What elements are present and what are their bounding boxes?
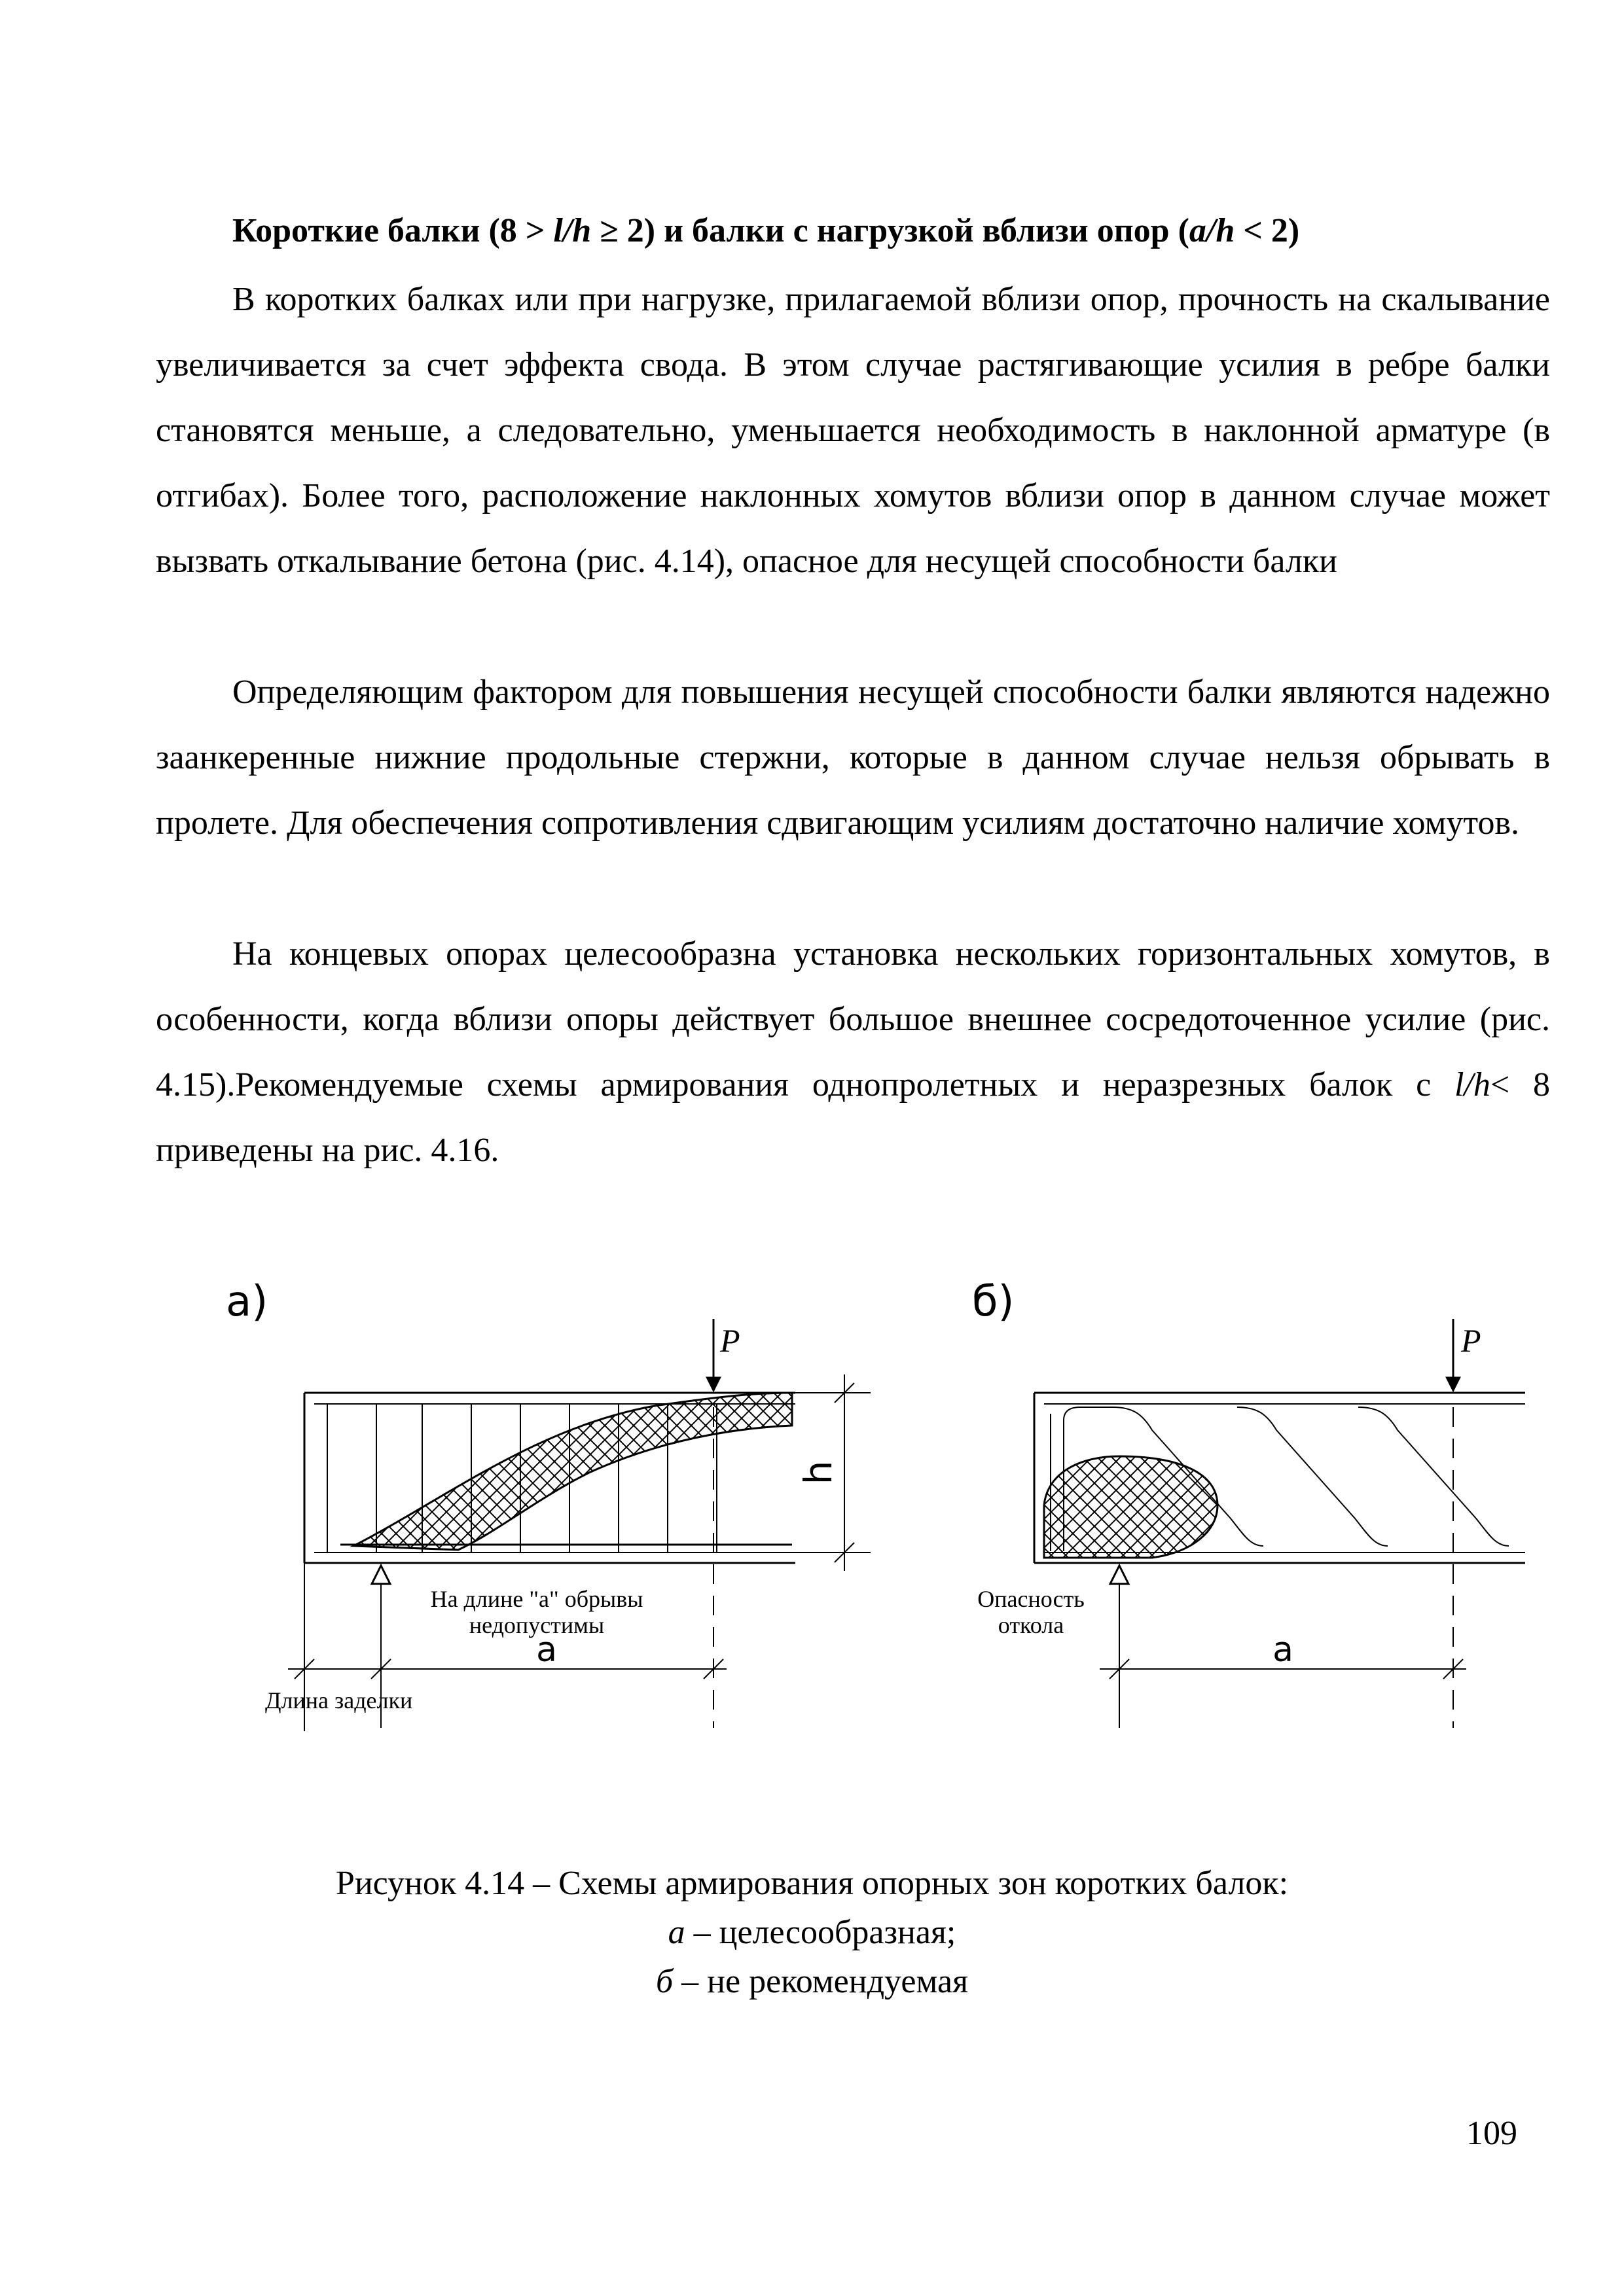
heading-ah: a/h [1189, 212, 1235, 249]
panel-a-support [372, 1566, 390, 1584]
panel-a-anchor-label: Длина заделки [265, 1687, 413, 1713]
heading-lh: l/h [553, 212, 592, 249]
panel-b-load-label: P [1461, 1322, 1481, 1359]
panel-a-note-line2: недопустимы [469, 1612, 605, 1638]
figure-4-14 [0, 1244, 1624, 1767]
heading-text-1: Короткие балки (8 > [232, 212, 554, 249]
panel-b-dim-label: a [1272, 1630, 1293, 1670]
panel-a-label: а) [226, 1278, 268, 1326]
caption-line-2-letter: а [668, 1914, 685, 1951]
heading-text-2: ≥ 2) и балки с нагрузкой вблизи опор ( [591, 212, 1189, 249]
panel-b-note-line1: Опасность [977, 1586, 1085, 1612]
panel-b-note-line2: откола [998, 1612, 1064, 1638]
caption-line-1: Рисунок 4.14 – Схемы армирования опорных зон коротких балок: [335, 1865, 1289, 1902]
panel-a-dim-label: a [536, 1630, 557, 1670]
caption-line-2 [0, 1908, 1624, 1957]
caption-line-2-text: – целесообразная; [685, 1914, 956, 1951]
caption-line-3 [0, 1957, 1624, 2006]
heading-text-3: < 2) [1235, 212, 1300, 249]
paragraph-3-text-b: < 8 приведены на рис. 4.16. [156, 1066, 1551, 1169]
paragraph-2: Определяющим фактором для повышения несущей способности балки являются надежно заанкеренные нижние продольные стержни, которые в данном случае нельзя обрывать в пролете. Для обеспечения сопротивления сдвигающим усилиям достаточно наличие хомутов. [156, 673, 1550, 842]
panel-a-arch-zone [353, 1393, 792, 1550]
panel-b-support [1110, 1566, 1128, 1584]
panel-a-height-label: h [796, 1460, 840, 1485]
paragraph-3 [156, 922, 1550, 1183]
panel-b-label: б) [972, 1278, 1015, 1326]
panel-b [972, 1278, 1525, 1728]
panel-a-load-label: P [720, 1322, 740, 1359]
paragraph-1: В коротких балках или при нагрузке, прилагаемой вблизи опор, прочность на скалывание увеличивается за счет эффекта свода. В этом случае растягивающие усилия в ребре балки становятся меньше, а следовательно, уменьшается необходимость в наклонной арматуре (в отгибах). Более того, расположение наклонных хомутов вблизи опор в данном случае может вызвать откалывание бетона (рис. 4.14), опасное для несущей способности балки [156, 281, 1550, 580]
panel-a [226, 1278, 871, 1731]
paragraph-3-lh: l/h [1454, 1066, 1490, 1103]
paragraph-3-text-a: На концевых опорах целесообразна установка нескольких горизонтальных хомутов, в особенности, когда вблизи опоры действует большое внешнее сосредоточенное усилие (рис. 4.15).Рекомендуемые схемы армирования однопролетных и неразрезных балок с [156, 935, 1550, 1103]
panel-b-spall-zone [1044, 1456, 1218, 1558]
caption-line-3-text: – не рекомендуемая [673, 1963, 968, 2000]
section-heading [232, 208, 1476, 254]
caption-line-3-letter: б [656, 1963, 674, 2000]
page-number: 109 [1466, 2115, 1517, 2152]
panel-a-note-line1: На длине "а" обрывы [430, 1586, 643, 1612]
figure-caption [0, 1859, 1624, 2006]
